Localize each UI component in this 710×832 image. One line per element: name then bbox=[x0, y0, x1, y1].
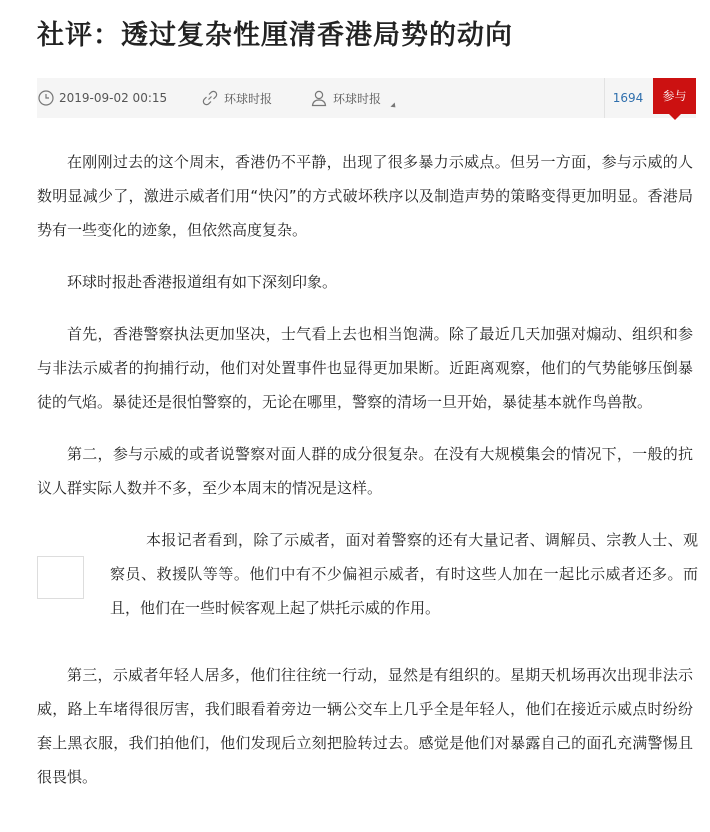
article-paragraph: 在刚刚过去的这个周末，香港仍不平静，出现了很多暴力示威点。但另一方面，参与示威的人数明显减少了，激进示威者们用“快闪”的方式破坏秩序以及制造声势的策略变得更加明显。香港局势有一些变化的迹象，但依然高度复杂。 bbox=[37, 153, 693, 239]
article-source[interactable] bbox=[201, 78, 272, 118]
article-paragraph: 环球时报赴香港报道组有如下深刻印象。 bbox=[67, 273, 338, 291]
article-meta-bar bbox=[37, 78, 696, 118]
link-icon bbox=[201, 89, 219, 107]
article-title: 社评：透过复杂性厘清香港局势的动向 bbox=[37, 20, 513, 51]
image-caption-block bbox=[37, 523, 698, 640]
article-image-placeholder bbox=[37, 556, 84, 599]
join-discussion-button[interactable]: 参与 bbox=[653, 78, 696, 114]
article-body bbox=[37, 145, 698, 812]
article-paragraph: 第二，参与示威的或者说警察对面人群的成分很复杂。在没有大规模集会的情况下，一般的抗议人群实际人数并不多，至少本周末的情况是这样。 bbox=[37, 445, 693, 497]
clock-icon bbox=[38, 90, 54, 106]
article-source-text: 环球时报 bbox=[224, 91, 273, 106]
image-caption-text: 本报记者看到，除了示威者，面对着警察的还有大量记者、调解员、宗教人士、观察员、救援队等等。他们中有不少偏袒示威者，有时这些人加在一起比示威者还多。而且，他们在一些时候客观上起了烘托示威的作用。 bbox=[110, 531, 698, 617]
comment-count[interactable]: 1694 bbox=[604, 78, 651, 118]
article-paragraph: 首先，香港警察执法更加坚决，士气看上去也相当饱满。除了最近几天加强对煽动、组织和参与非法示威者的拘捕行动，他们对处置事件也显得更加果断。近距离观察，他们的气势能够压倒暴徒的气焰。暴徒还是很怕警察的，无论在哪里，警察的清场一旦开始，暴徒基本就作鸟兽散。 bbox=[37, 325, 693, 411]
publish-date bbox=[38, 78, 167, 118]
article-paragraph: 第三，示威者年轻人居多，他们往往统一行动，显然是有组织的。星期天机场再次出现非法示威，路上车堵得很厉害，我们眼看着旁边一辆公交车上几乎全是年轻人，他们在接近示威点时纷纷套上黑衣服，我们拍他们，他们发现后立刻把脸转过去。感觉是他们对暴露自己的面孔充满警惕且很畏惧。 bbox=[37, 666, 693, 786]
join-button-pointer bbox=[669, 114, 681, 120]
caret-icon[interactable] bbox=[390, 102, 397, 109]
user-icon bbox=[310, 89, 328, 107]
article-author[interactable] bbox=[310, 78, 381, 118]
publish-date-text: 2019-09-02 00:15 bbox=[59, 91, 168, 105]
article-author-text: 环球时报 bbox=[333, 91, 382, 106]
